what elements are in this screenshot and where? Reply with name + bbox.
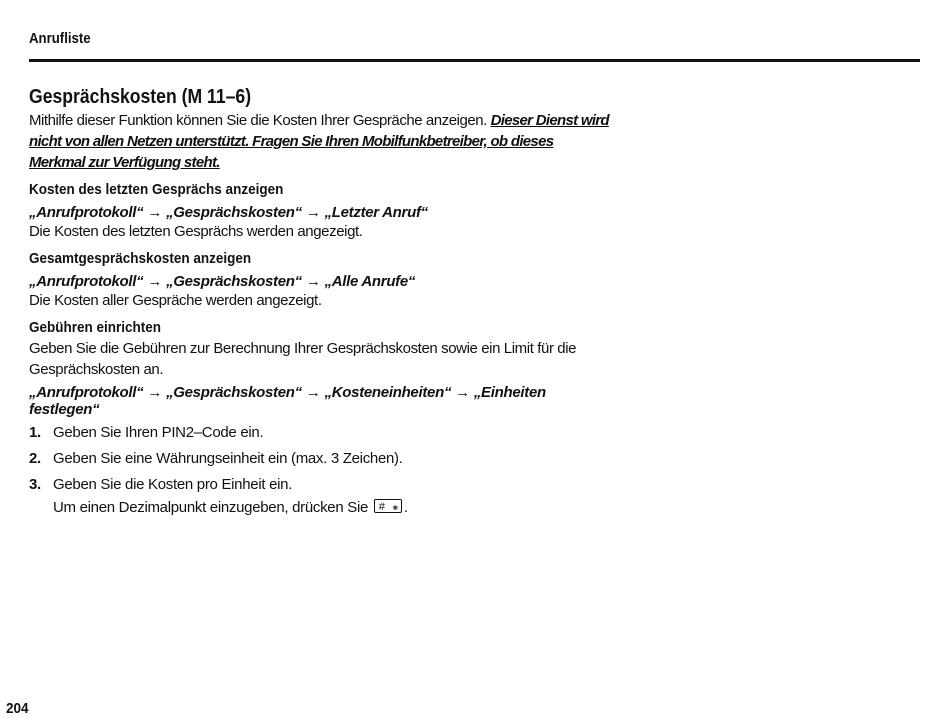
step-number: 2. (29, 450, 41, 467)
menu-path-item: „Gesprächskosten“ (166, 204, 302, 221)
hash-key-icon (374, 499, 402, 513)
page-number: 204 (6, 700, 29, 717)
menu-path-item: „Anrufprotokoll“ (29, 204, 144, 221)
page-content (29, 86, 609, 518)
step-item (29, 448, 609, 469)
menu-path (29, 384, 609, 418)
page-title: Gesprächskosten (M 11–6) (29, 86, 252, 108)
menu-path (29, 204, 609, 221)
arrow-icon: → (147, 204, 163, 221)
arrow-icon: → (147, 273, 163, 290)
menu-path-item: „Letzter Anruf“ (324, 204, 428, 221)
menu-path-item: „Anrufprotokoll“ (29, 384, 144, 401)
step-text: Geben Sie die Kosten pro Einheit ein. (53, 476, 293, 493)
arrow-icon: → (147, 384, 163, 401)
menu-path-item: „Anrufprotokoll“ (29, 273, 144, 290)
menu-path-item: „Kosteneinheiten“ (324, 384, 452, 401)
intro-note: Dieser Dienst wird nicht von allen Netzen unterstützt. Fragen Sie Ihren Mobilfunkbetreiber, ob dieses Merkmal zur Verfügung steht. (29, 112, 609, 171)
arrow-icon: → (305, 204, 321, 221)
header-divider (29, 59, 920, 62)
step-text: Geben Sie eine Währungseinheit ein (max. 3 Zeichen). (53, 450, 403, 467)
arrow-icon: → (305, 384, 321, 401)
section-all-calls (29, 249, 609, 311)
section-last-call (29, 180, 609, 242)
step-item (29, 422, 609, 443)
section-description: Geben Sie die Gebühren zur Berechnung Ihrer Gesprächskosten sowie ein Limit für die Gesprächskosten an. (29, 340, 577, 378)
step-item (29, 474, 609, 495)
step-note (29, 497, 609, 518)
section-heading: Gebühren einrichten (29, 319, 162, 336)
section-heading: Gesamtgesprächskosten anzeigen (29, 250, 252, 267)
step-number: 1. (29, 424, 41, 441)
menu-path-item: „Gesprächskosten“ (166, 384, 302, 401)
section-description: Die Kosten des letzten Gesprächs werden angezeigt. (29, 223, 363, 240)
step-number: 3. (29, 476, 41, 493)
arrow-icon: → (455, 384, 470, 401)
arrow-icon: → (305, 273, 321, 290)
menu-path (29, 273, 609, 290)
intro-text: Mithilfe dieser Funktion können Sie die Kosten Ihrer Gespräche anzeigen. (29, 112, 491, 129)
menu-path-item: „Einheiten festlegen“ (29, 384, 546, 418)
section-set-charges (29, 318, 609, 518)
running-header: Anrufliste (29, 30, 91, 47)
section-description: Die Kosten aller Gespräche werden angezeigt. (29, 292, 322, 309)
intro-paragraph (29, 110, 609, 173)
step-list (29, 422, 609, 495)
menu-path-item: „Alle Anrufe“ (324, 273, 416, 290)
step-note-end: . (403, 499, 408, 516)
step-note-text: Um einen Dezimalpunkt einzugeben, drücken Sie (53, 499, 369, 516)
menu-path-item: „Gesprächskosten“ (166, 273, 302, 290)
section-heading: Kosten des letzten Gesprächs anzeigen (29, 181, 284, 198)
step-text: Geben Sie Ihren PIN2–Code ein. (53, 424, 264, 441)
